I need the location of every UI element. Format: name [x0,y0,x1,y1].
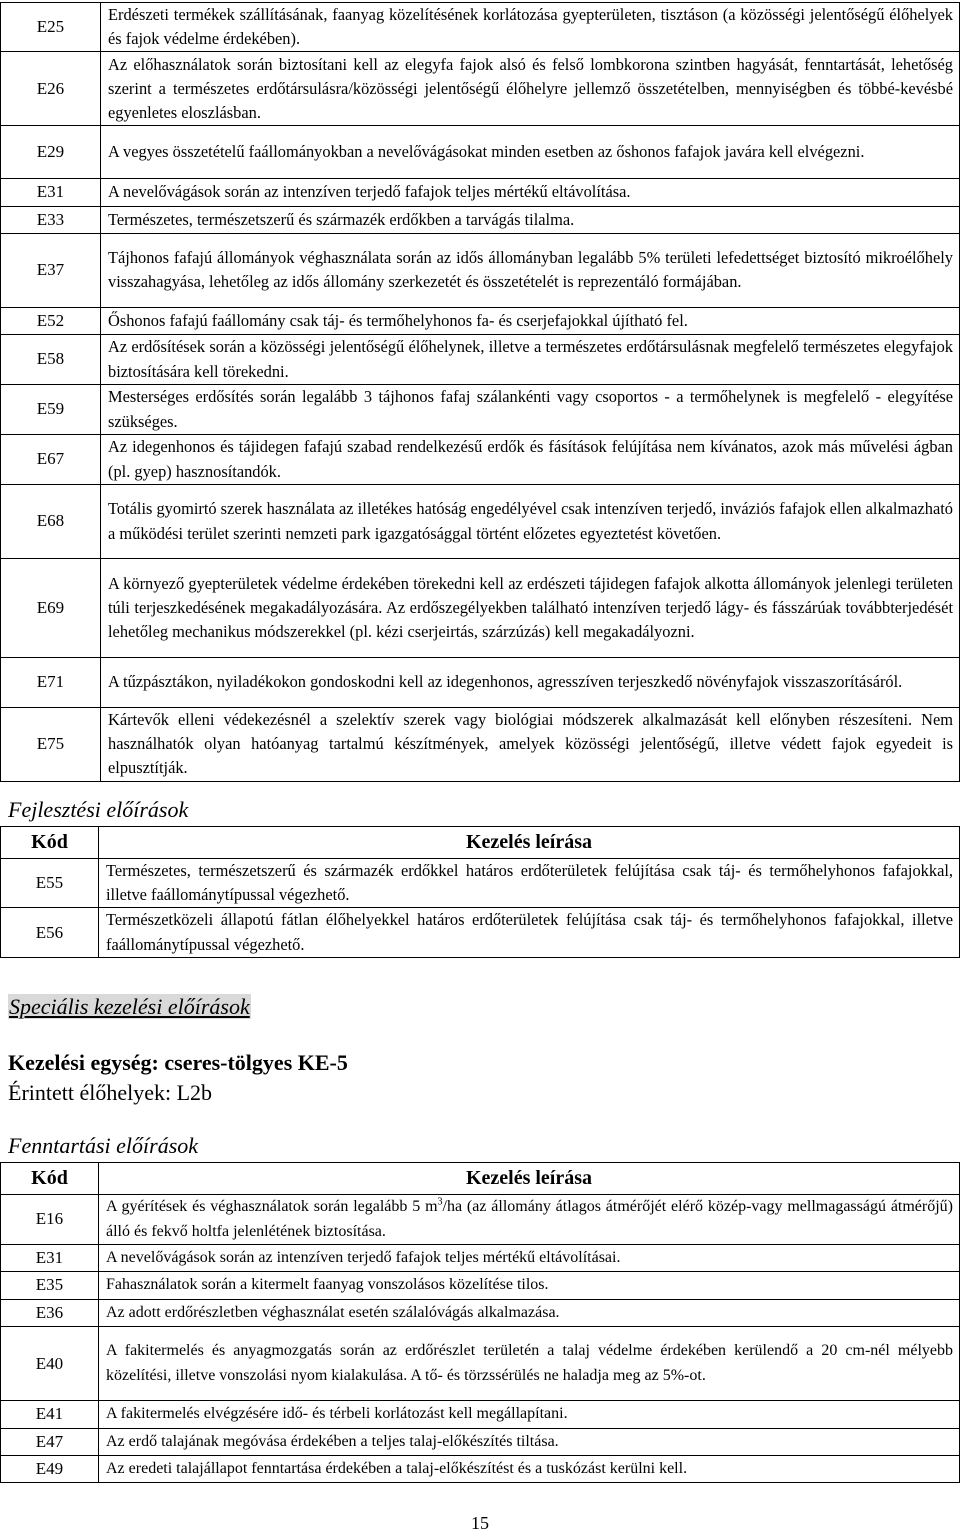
code-cell: E25 [1,3,101,52]
affected-habitats: Érintett élőhelyek: L2b [8,1080,213,1105]
maintenance-table-head [1,1163,960,1195]
conservation-table-continued [0,2,960,782]
superscript-exponent: 3 [437,1196,443,1208]
code-cell: E37 [1,233,101,307]
description-cell: A vegyes összetételű faállományokban a nevelővágásokat minden esetben az őshonos fafajok javára kell elvégezni. [101,126,960,179]
description-cell: Az erdősítések során a közösségi jelentőségű élőhelynek, illetve a természetes erdőtársulásnak megfelelő természetes elegyfajok biztosítására kell törekedni. [101,335,960,385]
table-header-row [1,1163,960,1195]
description-cell: Az adott erdőrészletben véghasználat esetén szálalóvágás alkalmazása. [99,1299,960,1326]
code-cell: E55 [1,859,99,908]
code-cell: E58 [1,335,101,385]
code-cell: E31 [1,1245,99,1272]
code-cell: E69 [1,559,101,658]
development-table [0,826,960,958]
description-cell: Az erdő talajának megóvása érdekében a teljes talaj-előkészítés tiltása. [99,1428,960,1455]
table-row [1,126,960,179]
description-cell: Természetközeli állapotú fátlan élőhelyekkel határos erdőterületek felújítása csak táj- és termőhelyhonos fafajokkal, illetve faállománytípussal végezhető. [99,908,960,957]
code-cell: E52 [1,307,101,334]
code-cell: E75 [1,708,101,782]
table-row [1,435,960,485]
table-row [1,1401,960,1428]
table-row [1,908,960,957]
maintenance-table [0,1162,960,1483]
table-row [1,1327,960,1401]
page-number: 15 [471,1513,489,1533]
code-column-header: Kód [1,827,99,859]
description-cell: Kártevők elleni védekezésnél a szelektív szerek vagy biológiai módszerek alkalmazását kell előnyben részesíteni. Nem használhatók olyan hatóanyag tartalmú készítmények, amelyek közösségi jelentőségű, illetve védett fajok egyedeit is elpusztítják. [101,708,960,782]
code-cell: E49 [1,1456,99,1483]
table-header-row [1,827,960,859]
table-row [1,233,960,307]
table-row [1,658,960,708]
description-cell: Erdészeti termékek szállításának, faanyag közelítésének korlátozása gyepterületen, tisztáson (a közösségi jelentőségű élőhelyek és fajok védelme érdekében). [101,3,960,52]
table-row [1,1299,960,1326]
table-row [1,52,960,126]
description-cell: Mesterséges erdősítés során legalább 3 tájhonos fafaj szálankénti vagy csoportos - a termőhelynek is megfelelő - elegyítése szükséges. [101,385,960,435]
special-heading-text: Speciális kezelési előírások [9,994,250,1019]
description-cell: Az eredeti talajállapot fenntartása érdekében a talaj-előkészítést és a tuskózást kerülni kell. [99,1456,960,1483]
code-cell: E40 [1,1327,99,1401]
code-cell: E31 [1,179,101,206]
description-text-part: A gyérítések és véghasználatok során legalább 5 m [106,1198,438,1216]
table-row [1,206,960,233]
code-cell: E71 [1,658,101,708]
description-cell: A nevelővágások során az intenzíven terjedő fafajok teljes mértékű eltávolítása. [101,179,960,206]
development-table-body [1,859,960,958]
table-row [1,385,960,435]
description-cell: A fakitermelés elvégzésére idő- és térbeli korlátozást kell megállapítani. [99,1401,960,1428]
code-cell: E35 [1,1272,99,1299]
maintenance-table-body [1,1195,960,1483]
description-column-header: Kezelés leírása [99,827,960,859]
description-cell: A környező gyepterületek védelme érdekében törekedni kell az erdészeti tájidegen fafajok alkotta állományok jelenlegi területen túli terjeszkedésének megakadályozására. Az erdőszegélyekben található intenzíven terjedő lágy- és fásszárúak továbbterjedését lehetőleg mechanikus módszerekkel (pl. kézi cserjeirtás, szárzúzás) kell megakadályozni. [101,559,960,658]
maintenance-heading: Fenntartási előírások [8,1133,199,1158]
special-heading [8,994,251,1020]
description-cell: A tűzpásztákon, nyiladékokon gondoskodni kell az idegenhonos, agresszíven terjeszkedő növényfajok visszaszorításáról. [101,658,960,708]
description-column-header: Kezelés leírása [99,1163,960,1195]
table-row [1,1245,960,1272]
table-row [1,1456,960,1483]
description-cell [99,1195,960,1245]
table-row [1,708,960,782]
code-cell: E16 [1,1195,99,1245]
description-cell: A nevelővágások során az intenzíven terjedő fafajok teljes mértékű eltávolításai. [99,1245,960,1272]
code-cell: E68 [1,485,101,559]
table-row [1,1428,960,1455]
conservation-table-body [1,3,960,782]
description-cell: Totális gyomirtó szerek használata az illetékes hatóság engedélyével csak intenzíven terjedő, inváziós fafajok ellen alkalmazható a működési terület szerinti nemzeti park igazgatósággal történt előzetes egyeztetést követően. [101,485,960,559]
table-row [1,307,960,334]
table-row [1,335,960,385]
table-row [1,559,960,658]
table-row [1,859,960,908]
description-cell: Természetes, természetszerű és származék erdőkkel határos erdőterületek felújítása csak táj- és termőhelyhonos fafajokkal, illetve faállománytípussal végezhető. [99,859,960,908]
code-cell: E67 [1,435,101,485]
table-row [1,1195,960,1245]
description-text-part: /ha (az állomány átlagos átmérőjét elérő közép-vagy mellmagasságú átmérőjű) álló és fekvő holtfa jelenlétének biztosítása. [106,1198,954,1240]
management-unit-title: Kezelési egység: cseres-tölgyes KE-5 [8,1050,348,1075]
table-row [1,1272,960,1299]
code-column-header: Kód [1,1163,99,1195]
development-table-head [1,827,960,859]
table-row [1,485,960,559]
code-cell: E36 [1,1299,99,1326]
development-heading: Fejlesztési előírások [8,797,189,822]
description-cell: Tájhonos fafajú állományok véghasználata során az idős állományban legalább 5% területi lefedettséget biztosító mikroélőhely visszahagyása, lehetőleg az idős állomány szerkezetét és összetételét is reprezentáló formájában. [101,233,960,307]
code-cell: E41 [1,1401,99,1428]
code-cell: E33 [1,206,101,233]
description-cell: Őshonos fafajú faállomány csak táj- és termőhelyhonos fa- és cserjefajokkal újítható fel. [101,307,960,334]
description-cell: Az előhasználatok során biztosítani kell az elegyfa fajok alsó és felső lombkorona szintben hagyását, fenntartását, lehetőség szerint a természetes erdőtársulásra/közösségi jelentőségű élőhelyre jellemző összetételben, mennyiségben és többé-kevésbé egyenletes eloszlásban. [101,52,960,126]
code-cell: E47 [1,1428,99,1455]
description-cell: Fahasználatok során a kitermelt faanyag vonszolásos közelítése tilos. [99,1272,960,1299]
table-row [1,3,960,52]
code-cell: E29 [1,126,101,179]
table-row [1,179,960,206]
code-cell: E59 [1,385,101,435]
description-cell: Az idegenhonos és tájidegen fafajú szabad rendelkezésű erdők és fásítások felújítása nem kívánatos, azok más művelési ágban (pl. gyep) hasznosítandók. [101,435,960,485]
description-cell: A fakitermelés és anyagmozgatás során az erdőrészlet területén a talaj védelme érdekében kerülendő a 20 cm-nél mélyebb közelítési, illetve vonszolási nyom kialakulása. A tő- és törzssérülés ne haladja meg az 5%-ot. [99,1327,960,1401]
description-cell: Természetes, természetszerű és származék erdőkben a tarvágás tilalma. [101,206,960,233]
code-cell: E56 [1,908,99,957]
code-cell: E26 [1,52,101,126]
